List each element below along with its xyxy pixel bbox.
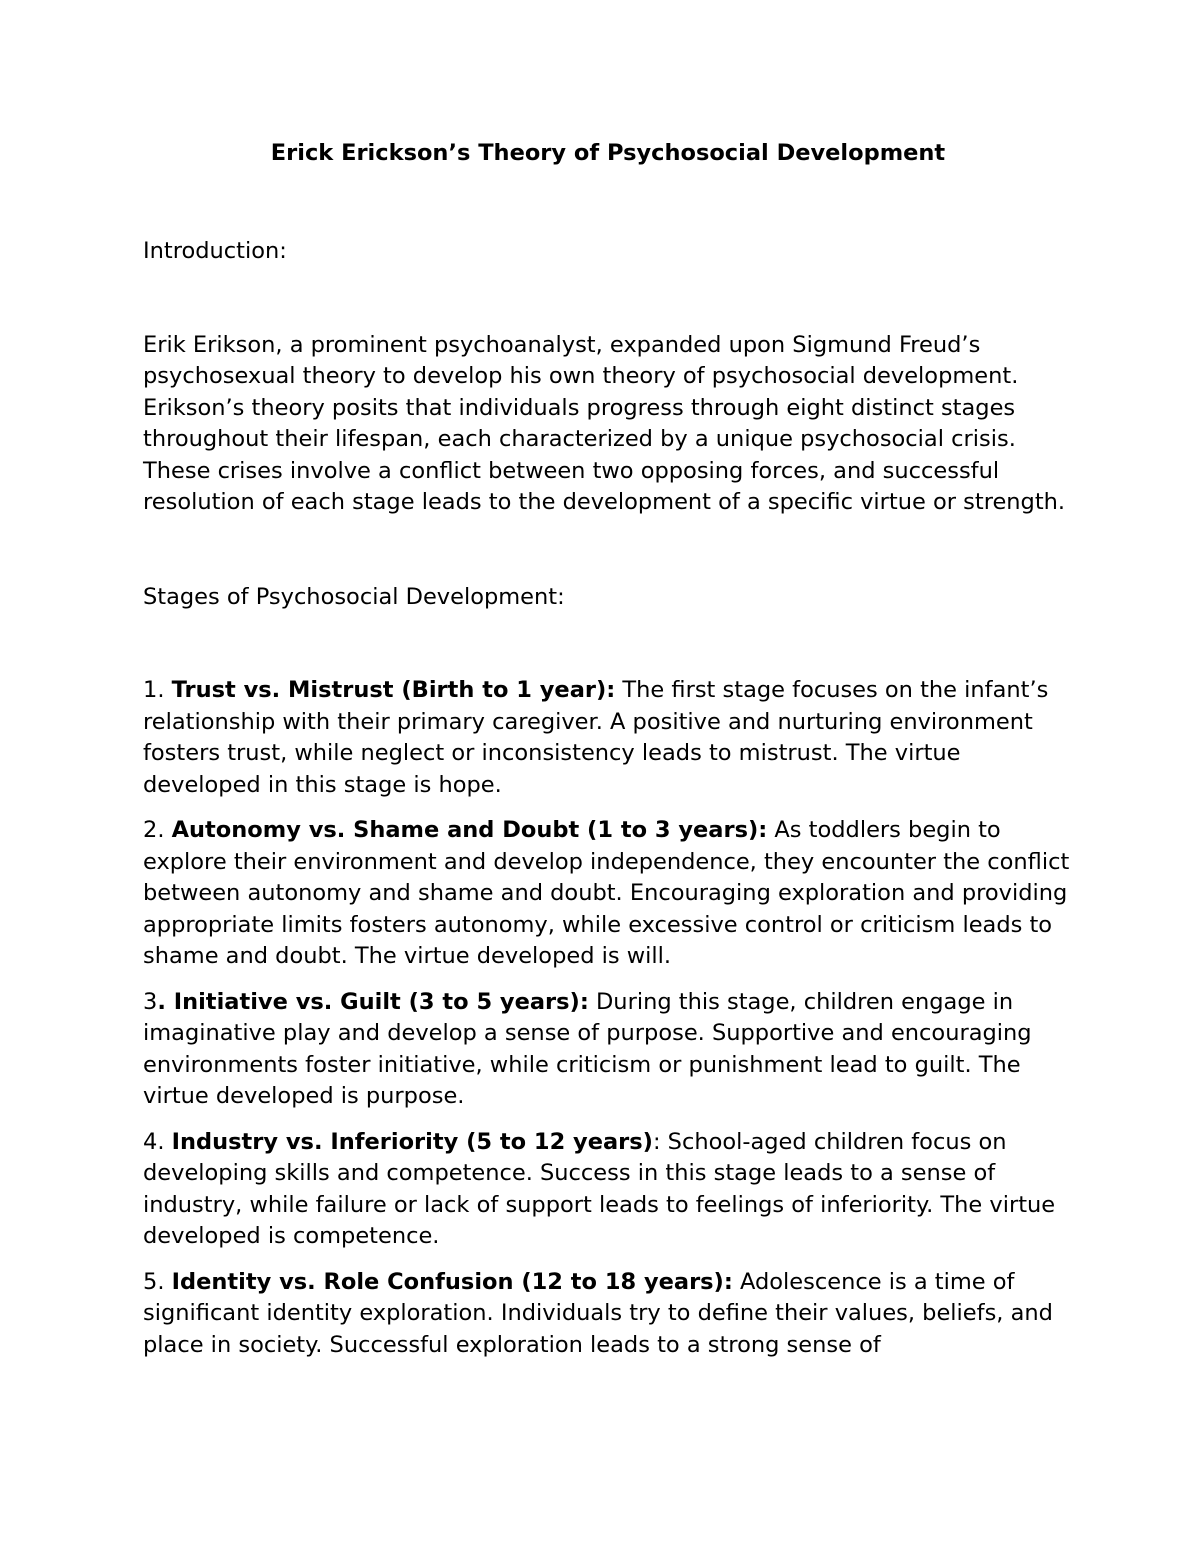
stage-number: 1. — [143, 677, 165, 703]
stage-name: Trust vs. Mistrust (Birth to 1 year): — [171, 677, 616, 703]
stage-paragraph-4 — [143, 1127, 1073, 1253]
stage-paragraph-5 — [143, 1267, 1073, 1362]
stage-description: During this stage, children engage in imaginative play and develop a sense of purpose. Supportive and encouraging environments foster initiative, while criticism or punishment lead to guilt. The virtue developed is purpose. — [143, 988, 1032, 1109]
stage-name: Identity vs. Role Confusion (12 to 18 years): — [171, 1268, 733, 1295]
stage-list — [143, 675, 1073, 1361]
stage-number: 4. — [143, 1128, 165, 1155]
stage-number: 2. — [143, 817, 165, 843]
stage-description: Adolescence is a time of significant identity exploration. Individuals try to define their values, beliefs, and place in society. Successful exploration leads to a strong sense of — [143, 1268, 1053, 1358]
stages-heading: Stages of Psychosocial Development: — [143, 583, 565, 610]
introduction-heading: Introduction: — [143, 238, 287, 264]
stage-description: The first stage focuses on the infant’s relationship with their primary caregiver. A positive and nurturing environment fosters trust, while neglect or inconsistency leads to mistrust. The virtue developed in this stage is hope. — [143, 677, 1049, 798]
introduction-paragraph: Erik Erikson, a prominent psychoanalyst, expanded upon Sigmund Freud’s psychosexual theory to develop his own theory of psychosocial development. Erikson’s theory posits that individuals progress through eight distinct stages throughout their lifespan, each characterized by a unique psychosocial crisis. These crises involve a conflict between two opposing forces, and successful resolution of each stage leads to the development of a specific virtue or strength. — [143, 331, 1066, 515]
document-content — [143, 138, 1073, 1375]
stage-paragraph-3 — [143, 987, 1073, 1113]
stage-number: 5. — [143, 1268, 165, 1295]
document-title: Erick Erickson’s Theory of Psychosocial Development — [270, 140, 946, 166]
stage-paragraph-1 — [143, 675, 1073, 801]
stage-paragraph-2 — [143, 815, 1073, 973]
stage-name: Autonomy vs. Shame and Doubt (1 to 3 years): — [171, 817, 768, 843]
stage-description: As toddlers begin to explore their environment and develop independence, they encounter the conflict between autonomy and shame and doubt. Encouraging exploration and providing appropriate limits fosters autonomy, while excessive control or criticism leads to shame and doubt. The virtue developed is will. — [143, 817, 1070, 969]
stage-name: Industry vs. Inferiority (5 to 12 years) — [171, 1128, 653, 1155]
stage-name: . Initiative vs. Guilt (3 to 5 years): — [157, 988, 589, 1015]
stage-description: : School-aged children focus on developing skills and competence. Success in this stage leads to a sense of industry, while failure or lack of support leads to feelings of inferiority. The virtue developed is competence. — [143, 1128, 1056, 1249]
stage-number: 3 — [143, 988, 158, 1015]
